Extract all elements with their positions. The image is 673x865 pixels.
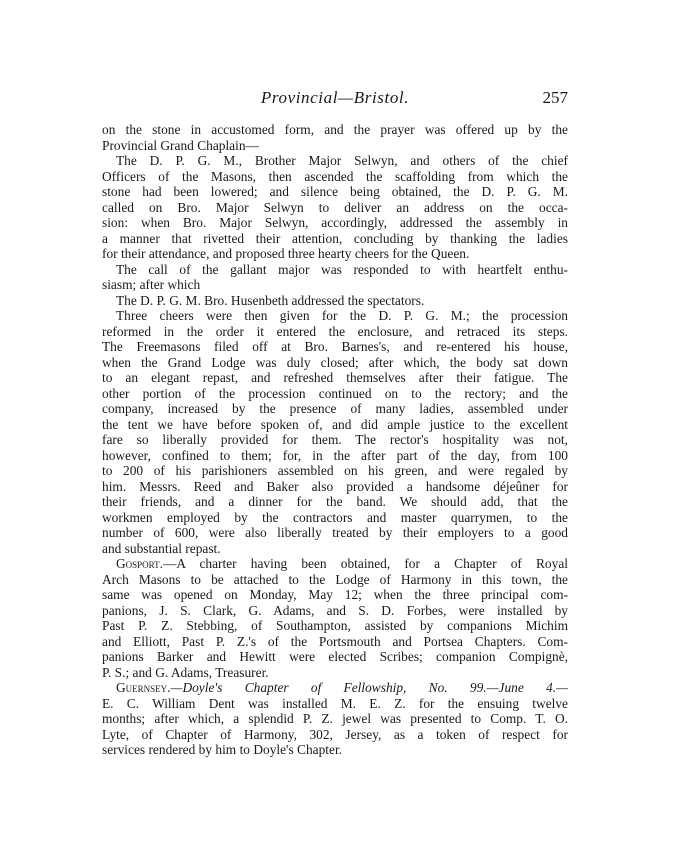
- text-line: sion: when Bro. Major Selwyn, accordingly, addressed the assembly in: [102, 215, 568, 230]
- text-line: a manner that rivetted their attention, concluding by thanking the ladies: [102, 230, 568, 246]
- text-line: called on Bro. Major Selwyn to deliver an address on the occa-: [102, 199, 568, 215]
- text-line: when the Grand Lodge was duly closed; after which, the body sat down: [102, 354, 568, 370]
- text-line: The D. P. G. M., Brother Major Selwyn, and others of the chief: [116, 153, 568, 168]
- paragraph: [102, 262, 568, 293]
- page-number: 257: [542, 88, 568, 107]
- text-line: for their attendance, and proposed three hearty cheers for the Queen.: [102, 246, 470, 261]
- text-line: and Elliott, Past P. Z.'s of the Portsmouth and Portsea Chapters. Com-: [102, 633, 568, 649]
- text-line: and substantial repast.: [102, 540, 221, 556]
- text-run: —A charter having been obtained, for a Chapter of Royal: [163, 556, 568, 571]
- text-line: The D. P. G. M. Bro. Husenbeth addressed the spectators.: [116, 292, 425, 308]
- paragraph-guernsey: [102, 680, 568, 758]
- paragraph: [102, 153, 568, 262]
- text-line: company, increased by the presence of many ladies, assembled under: [102, 401, 568, 416]
- section-heading-italic: —Doyle's Chapter of Fellowship, No. 99.—June 4.—: [170, 680, 568, 695]
- text-line: on the stone in accustomed form, and the prayer was offered up by the: [102, 122, 568, 137]
- text-line: other portion of the procession continued on to the rectory; and the: [102, 385, 568, 401]
- text-line: workmen employed by the contractors and master quarrymen, to the: [102, 509, 568, 525]
- text-line: number of 600, were also liberally treated by their employers to a good: [102, 525, 568, 540]
- paragraph: [102, 308, 568, 556]
- paragraph-gosport: [102, 556, 568, 680]
- running-title: Provincial—Bristol.: [260, 88, 410, 107]
- text-line: him. Messrs. Reed and Baker also provided a handsome déjeûner for: [102, 478, 568, 494]
- text-line: stone had been lowered; and silence being obtained, the D. P. G. M.: [102, 184, 568, 199]
- article-body: [102, 122, 568, 758]
- text-line: reformed in the order it entered the enclosure, and retraced its steps.: [102, 323, 568, 339]
- text-line: fare so liberally provided for them. The rector's hospitality was not,: [102, 432, 568, 447]
- text-line: [102, 556, 568, 572]
- text-line: however, confined to them; for, in the after part of the day, from 100: [102, 447, 568, 463]
- section-lead: Guernsey.: [116, 680, 171, 695]
- text-line: their friends, and a dinner for the band. We should add, that the: [102, 494, 568, 509]
- text-line: Lyte, of Chapter of Harmony, 302, Jersey, as a token of respect for: [102, 726, 568, 742]
- text-line: same was opened on Monday, May 12; when the three principal com-: [102, 587, 568, 602]
- text-line: Officers of the Masons, then ascended the scaffolding from which the: [102, 168, 568, 184]
- text-line: panions, J. S. Clark, G. Adams, and S. D. Forbes, were installed by: [102, 602, 568, 618]
- text-line: to 200 of his parishioners assembled on his green, and were regaled by: [102, 463, 568, 478]
- page-header: [102, 88, 568, 110]
- text-line: panions Barker and Hewitt were elected Scribes; companion Compignè,: [102, 649, 568, 664]
- text-line: The call of the gallant major was responded to with heartfelt enthu-: [116, 261, 568, 277]
- text-line: Three cheers were then given for the D. P. G. M.; the procession: [116, 308, 568, 323]
- page: [102, 88, 568, 758]
- paragraph: [102, 122, 568, 153]
- text-line: siasm; after which: [102, 277, 201, 292]
- text-line: months; after which, a splendid P. Z. jewel was presented to Comp. T. O.: [102, 711, 568, 726]
- text-line: Provincial Grand Chaplain—: [102, 137, 259, 153]
- text-line: The Freemasons filed off at Bro. Barnes's, and re-entered his house,: [102, 339, 568, 354]
- text-line: to an elegant repast, and refreshed themselves after their fatigue. The: [102, 370, 568, 385]
- paragraph: [102, 293, 568, 309]
- section-lead: Gosport.: [116, 556, 163, 571]
- text-line: [102, 680, 568, 696]
- text-line: services rendered by him to Doyle's Chapter.: [102, 742, 343, 757]
- text-line: Arch Masons to be attached to the Lodge of Harmony in this town, the: [102, 571, 568, 587]
- text-line: the tent we have before spoken of, and did ample justice to the excellent: [102, 416, 568, 432]
- text-line: E. C. William Dent was installed M. E. Z. for the ensuing twelve: [102, 695, 568, 711]
- text-line: P. S.; and G. Adams, Treasurer.: [102, 664, 269, 680]
- text-line: Past P. Z. Stebbing, of Southampton, assisted by companions Michim: [102, 618, 568, 633]
